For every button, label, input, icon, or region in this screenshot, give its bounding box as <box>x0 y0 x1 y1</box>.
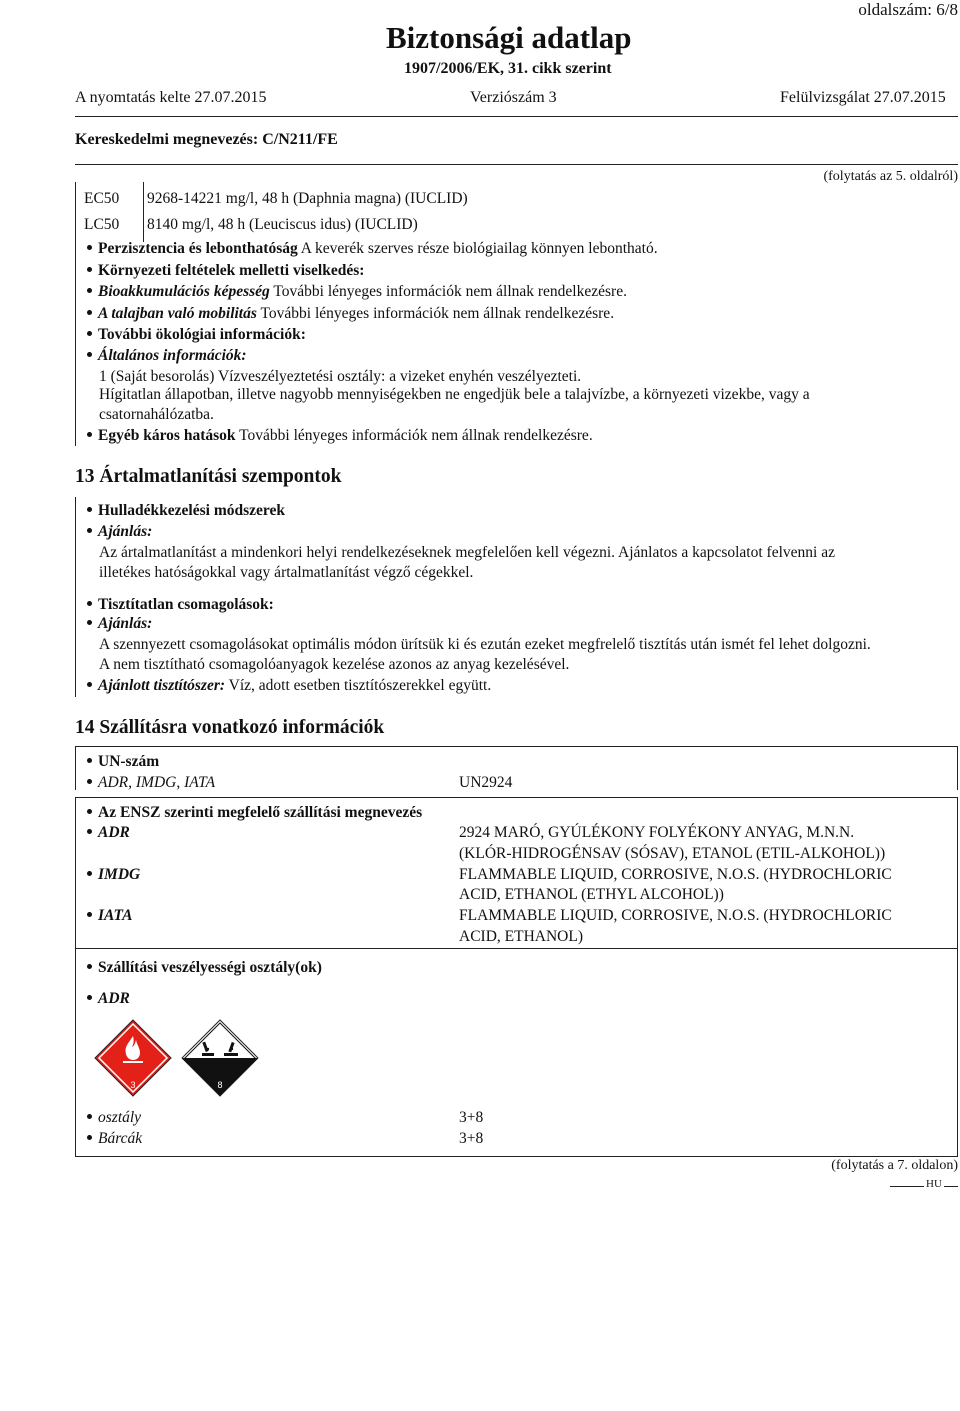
class-value: 3+8 <box>459 1109 484 1126</box>
cleaner-line <box>87 675 491 696</box>
tox-value-ec50: 9268-14221 mg/l, 48 h (Daphnia magna) (IUCLID) <box>147 190 468 207</box>
section-13-heading: 13 Ártalmatlanítási szempontok <box>75 466 342 487</box>
hazard-class-label: Szállítási veszélyességi osztály(ok) <box>98 959 322 976</box>
packaging-line <box>87 594 274 615</box>
recommendation-line <box>87 521 152 542</box>
labels-value: 3+8 <box>459 1130 484 1147</box>
version: Verziószám 3 <box>470 89 557 106</box>
un-number-value: UN2924 <box>459 774 513 791</box>
adr-name-1: 2924 MARÓ, GYÚLÉKONY FOLYÉKONY ANYAG, M.N.N. <box>459 824 855 841</box>
other-effects-text: További lényeges információk nem állnak rendelkezésre. <box>239 427 593 444</box>
bioacc-text: További lényeges információk nem állnak rendelkezésre. <box>273 283 627 300</box>
recommendation-text-2: illetékes hatóságokkal vagy ártalmatlanítást végző cégekkel. <box>99 564 474 581</box>
trade-name: Kereskedelmi megnevezés: C/N211/FE <box>75 131 338 148</box>
corrosive-pictogram <box>180 1018 260 1098</box>
recommendation-label: Ajánlás: <box>98 523 153 540</box>
general-text-1: 1 (Saját besorolás) Vízveszélyeztetési osztály: a vizeket enyhén veszélyezteti. <box>99 368 582 385</box>
tox-key-lc50: LC50 <box>84 216 120 233</box>
class-label: osztály <box>98 1109 142 1126</box>
continued-from: (folytatás az 5. oldalról) <box>823 169 958 184</box>
imdg-name-1: FLAMMABLE LIQUID, CORROSIVE, N.O.S. (HYDROCHLORIC <box>459 866 892 883</box>
eco-line <box>87 324 306 345</box>
labels-line <box>87 1128 142 1149</box>
un-modes-line <box>87 772 215 793</box>
hazard-class-line <box>87 957 322 978</box>
iata-line <box>87 905 132 926</box>
cleaner-text: Víz, adott esetben tisztítószerekkel együtt. <box>228 677 492 694</box>
env-behaviour-line <box>87 260 364 281</box>
general-line <box>87 345 247 366</box>
imdg-label: IMDG <box>98 866 141 883</box>
cleaner-label: Ajánlott tisztítószer: <box>98 677 226 694</box>
imdg-name-2: ACID, ETHANOL (ETHYL ALCOHOL)) <box>459 886 724 903</box>
mobility-label: A talajban való mobilitás <box>98 305 257 322</box>
flammable-pictogram <box>93 1018 173 1098</box>
iata-name-1: FLAMMABLE LIQUID, CORROSIVE, N.O.S. (HYDROCHLORIC <box>459 907 892 924</box>
tox-key-ec50: EC50 <box>84 190 120 207</box>
recommendation-2-text-2: A nem tisztítható csomagolóanyagok kezelése azonos az anyag kezelésével. <box>99 656 570 673</box>
recommendation-text-1: Az ártalmatlanítást a mindenkori helyi rendelkezéseknek megfelelően kell végezni. Ajánlatos a kapcsolatot felvenni az <box>99 544 835 561</box>
other-effects-label: Egyéb káros hatások <box>98 427 236 444</box>
bioacc-label: Bioakkumulációs képesség <box>98 283 270 300</box>
pictogram-number-3: 3 <box>130 1080 136 1090</box>
eco-label: További ökológiai információk: <box>98 326 306 343</box>
document-title: Biztonsági adatlap <box>386 20 632 55</box>
waste-methods-line <box>87 500 285 521</box>
class-adr-label: ADR <box>98 990 130 1007</box>
bioacc-line <box>87 281 627 302</box>
iata-name-2: ACID, ETHANOL) <box>459 928 583 945</box>
labels-label: Bárcák <box>98 1130 143 1147</box>
page-number: oldalszám: 6/8 <box>858 0 958 19</box>
adr-line <box>87 822 130 843</box>
recommendation-2-text-1: A szennyezett csomagolásokat optimális módon ürítsük ki és ezután ezeket megfrelelő tisztítás után ismét fel lehet dolgozni. <box>99 636 871 653</box>
language-code: HU <box>926 1178 942 1190</box>
persistence-label: Perzisztencia és lebonthatóság <box>98 240 298 257</box>
recommendation-2-label: Ajánlás: <box>98 615 153 632</box>
adr-label: ADR <box>98 824 130 841</box>
general-label: Általános információk: <box>98 347 247 364</box>
packaging-label: Tisztítatlan csomagolások: <box>98 596 274 613</box>
adr-name-2: (KLÓR-HIDROGÉNSAV (SÓSAV), ETANOL (ETIL-ALKOHOL)) <box>459 845 886 862</box>
un-number-line <box>87 751 159 772</box>
iata-label: IATA <box>98 907 133 924</box>
waste-methods-label: Hulladékkezelési módszerek <box>98 502 285 519</box>
continued-on: (folytatás a 7. oldalon) <box>831 1158 958 1173</box>
class-line <box>87 1107 141 1128</box>
shipping-name-label: Az ENSZ szerinti megfelelő szállítási megnevezés <box>98 804 423 821</box>
section-14-heading: 14 Szállításra vonatkozó információk <box>75 717 385 738</box>
env-behaviour-label: Környezeti feltételek melletti viselkedés: <box>98 262 365 279</box>
un-modes-label: ADR, IMDG, IATA <box>98 774 216 791</box>
tox-value-lc50: 8140 mg/l, 48 h (Leuciscus idus) (IUCLID) <box>147 216 418 233</box>
un-number-label: UN-szám <box>98 753 160 770</box>
mobility-text: További lényeges információk nem állnak rendelkezésre. <box>260 305 615 322</box>
other-effects-line <box>87 425 593 446</box>
mobility-line <box>87 303 614 324</box>
persistence-line <box>87 238 658 259</box>
shipping-name-line <box>87 802 422 823</box>
recommendation-2-line <box>87 613 152 634</box>
class-adr-line <box>87 988 130 1009</box>
persistence-text: A keverék szerves része biológiailag könnyen lebontható. <box>300 240 658 257</box>
print-date: A nyomtatás kelte 27.07.2015 <box>75 89 267 106</box>
revision-date: Felülvizsgálat 27.07.2015 <box>780 89 946 106</box>
general-text-2: Hígitatlan állapotban, illetve nagyobb mennyiségekben ne engedjük bele a talajvízbe, a környezeti vizekbe, vagy a <box>99 386 810 403</box>
pictogram-number-8: 8 <box>217 1080 223 1090</box>
general-text-3: csatornahálózatba. <box>99 406 214 423</box>
document-subtitle: 1907/2006/EK, 31. cikk szerint <box>404 60 612 77</box>
imdg-line <box>87 864 140 885</box>
